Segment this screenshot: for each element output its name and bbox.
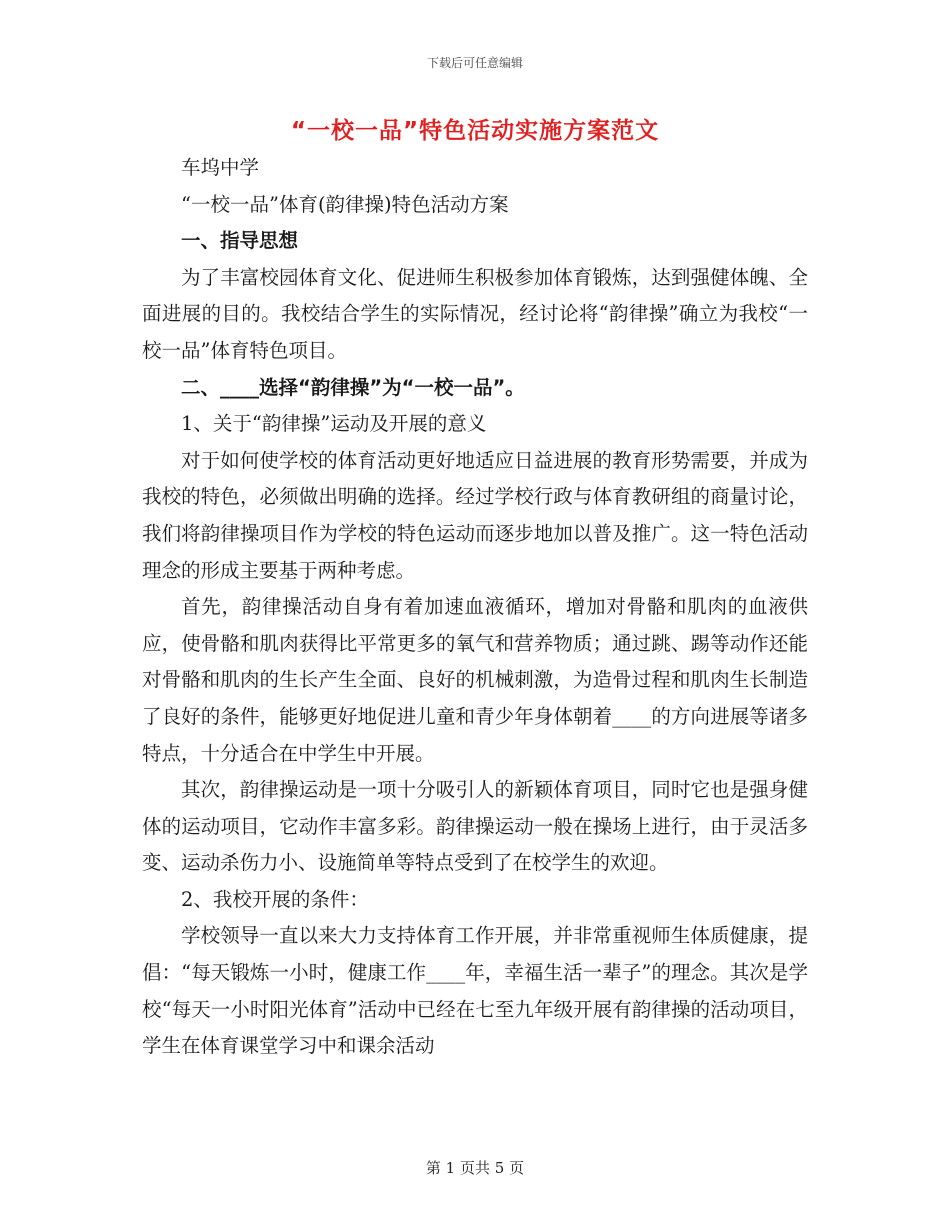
document-title: “一校一品”特色活动实施方案范文 [290,118,660,144]
school-name: 车坞中学 [181,156,260,179]
plan-subtitle: “一校一品”体育(韵律操)特色活动方案 [181,192,509,216]
document-body [142,150,808,1065]
subsection-heading-2: 2、我校开展的条件： [181,887,369,911]
section-heading-1: 一、指导思想 [181,229,299,253]
paragraph: 为了丰富校园体育文化、促进师生积极参加体育锻炼，达到强健体魄、全面进展的目的。我校结合学生的实际情况，经讨论将“韵律操”确立为我校“一校一品”体育特色项目。 [142,265,808,362]
section-heading-2: 二、____选择“韵律操”为“一校一品”。 [181,375,525,399]
paragraph: 其次，韵律操运动是一项十分吸引人的新颖体育项目，同时它也是强身健体的运动项目，它动作丰富多彩。韵律操运动一般在操场上进行，由于灵活多变、运动杀伤力小、设施简单等特点受到了在校学生的欢迎。 [142,778,808,875]
subsection-heading-1: 1、关于“韵律操”运动及开展的意义 [181,412,487,436]
paragraph: 首先，韵律操活动自身有着加速血液循环，增加对骨骼和肌肉的血液供应，使骨骼和肌肉获得比平常更多的氧气和营养物质；通过跳、踢等动作还能对骨骼和肌肉的生长产生全面、良好的机械刺激，为造骨过程和肌肉生长制造了良好的条件，能够更好地促进儿童和青少年身体朝着____的方向进展等诸多特点，十分适合在中学生中开展。 [142,595,808,765]
paragraph: 学校领导一直以来大力支持体育工作开展，并非常重视师生体质健康，提倡：“每天锻炼一小时，健康工作____年，幸福生活一辈子”的理念。其次是学校“每天一小时阳光体育”活动中已经在七至九年级开展有韵律操的活动项目，学生在体育课堂学习中和课余活动 [142,924,808,1058]
paragraph: 对于如何使学校的体育活动更好地适应日益进展的教育形势需要，并成为我校的特色，必须做出明确的选择。经过学校行政与体育教研组的商量讨论，我们将韵律操项目作为学校的特色运动而逐步地加以普及推广。这一特色活动理念的形成主要基于两种考虑。 [142,448,808,582]
header-note: 下载后可任意编辑 [426,56,523,70]
page-indicator: 第 1 页共 5 页 [425,1159,525,1177]
